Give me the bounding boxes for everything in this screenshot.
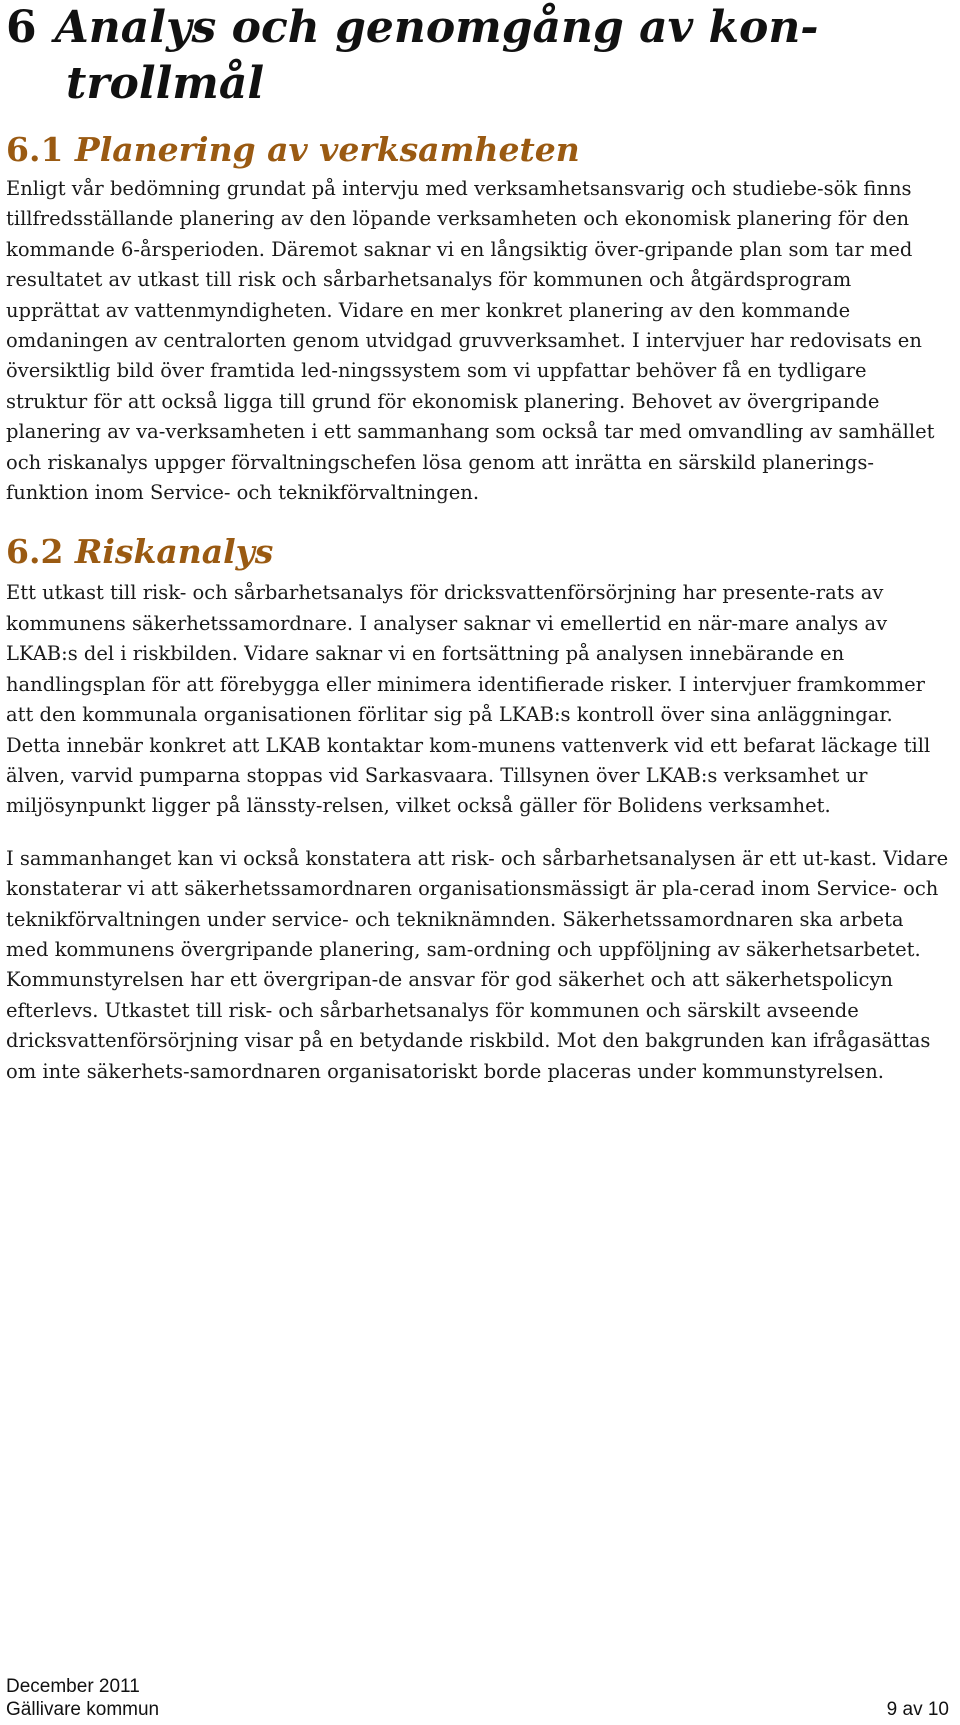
section-number: 6.2 <box>6 532 64 572</box>
footer-date: December 2011 <box>6 1676 140 1697</box>
chapter-title-line-1: Analys och genomgång av kon- <box>54 2 819 53</box>
footer-organization: Gällivare kommun <box>6 1699 160 1720</box>
page-number: 9 av 10 <box>886 1699 949 1720</box>
document-page <box>6 0 950 1087</box>
section-title: Riskanalys <box>74 532 274 572</box>
paragraph-riskanalys-2: I sammanhanget kan vi också konstatera att risk- och sårbarhetsanalysen är ett ut-kast. Vidare konstaterar vi att säkerhetssamordnaren organisationsmässigt är pla-cerad inom Service- och teknikförvaltningen under service- och tekniknämnden. Säkerhetssamordnaren ska arbeta med kommunens övergripande planering, sam-ordning och uppföljning av säkerhetsarbetet. Kommunstyrelsen har ett övergripan-de ansvar för god säkerhet och att säkerhetspolicyn efterlevs. Utkastet till risk- och sårbarhetsanalys för kommunen och särskilt avseende dricksvattenförsörjning visar på en betydande riskbild. Mot den bakgrunden kan ifrågasättas om inte säkerhets-samordnaren organisatoriskt borde placeras under kommunstyrelsen. <box>6 846 949 1083</box>
section-heading-planering <box>6 130 950 170</box>
paragraph-riskanalys-1: Ett utkast till risk- och sårbarhetsanalys för dricksvattenförsörjning har presente-rats av kommunens säkerhetssamordnare. I analyser saknar vi emellertid en när-mare analys av LKAB:s del i riskbilden. Vidare saknar vi en fortsättning på analysen innebärande en handlingsplan för att förebygga eller minimera identifierade risker. I intervjuer framkommer att den kommunala organisationen förlitar sig på LKAB:s kontroll över sina anläggningar. Detta innebär konkret att LKAB kontaktar kom-munens vattenverk vid ett befarat läckage till älven, varvid pumparna stoppas vid Sarkasvaara. Tillsynen över LKAB:s verksamhet ur miljösynpunkt ligger på länssty-relsen, vilket också gäller för Bolidens verksamhet. <box>6 581 931 818</box>
section-heading-riskanalys <box>6 532 950 572</box>
section-number: 6.1 <box>6 130 64 169</box>
paragraph-planering: Enligt vår bedömning grundat på intervju med verksamhetsansvarig och studiebe-sök finns tillfredsställande planering av den löpande verksamheten och ekonomisk planering för den kommande 6-årsperioden. Däremot saknar vi en långsiktig över-gripande plan som tar med resultatet av utkast till risk och sårbarhetsanalys för kommunen och åtgärdsprogram upprättat av vattenmyndigheten. Vidare en mer konkret planering av den kommande omdaningen av centralorten genom utvidgad gruvverksamhet. I intervjuer har redovisats en översiktlig bild över framtida led-ningssystem som vi uppfattar behöver få en tydligare struktur för att också ligga till grund för ekonomisk planering. Behovet av övergripande planering av va-verksamheten i ett sammanhang som också tar med omvandling av samhället och riskanalys uppger förvaltningschefen lösa genom att inrätta en särskild planerings-funktion inom Service- och teknikförvaltningen. <box>6 177 935 505</box>
chapter-title-line-2: trollmål <box>66 58 265 109</box>
chapter-heading <box>6 0 950 112</box>
section-title: Planering av verksamheten <box>74 130 580 169</box>
chapter-number: 6 <box>6 2 37 53</box>
footer <box>6 1699 950 1721</box>
